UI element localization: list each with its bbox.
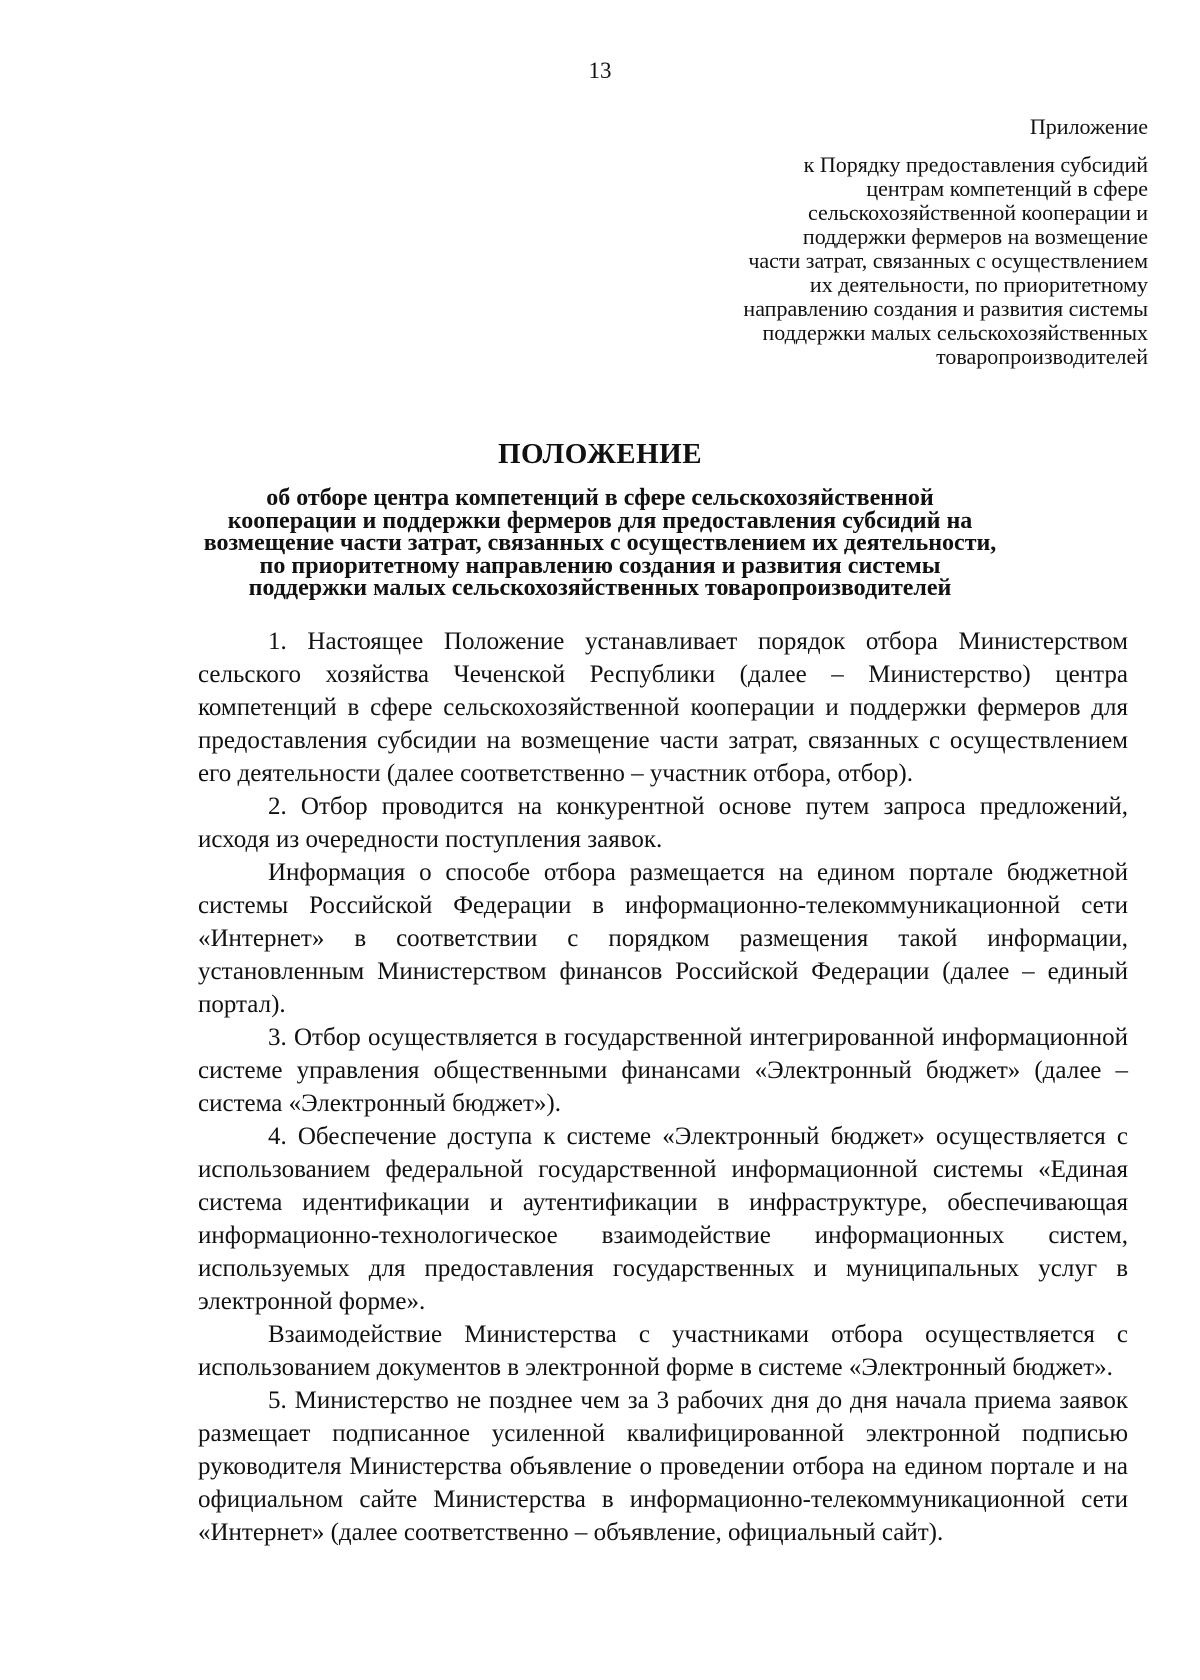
appendix-heading: Приложение — [1029, 114, 1148, 139]
document-subtitle — [150, 487, 1050, 600]
appendix-line: поддержки фермеров на возмещение — [802, 224, 1148, 249]
paragraph-2: 2. Отбор проводится на конкурентной основе путем запроса предложений, исходя из очередности поступления заявок. — [198, 793, 1128, 853]
subtitle-line: поддержки малых сельскохозяйственных товаропроизводителей — [248, 575, 952, 601]
subtitle-line: кооперации и поддержки фермеров для предоставления субсидий на — [227, 507, 973, 534]
document-body — [198, 625, 1128, 1549]
paragraph-5: 5. Министерство не позднее чем за 3 рабочих дня до дня начала приема заявок размещает подписанное усиленной квалифицированной электронной подписью руководителя Министерства объявление о проведении отбора на едином портале и на официальном сайте Министерства в информационно-телекоммуникационной сети «Интернет» (далее соответственно – объявление, официальный сайт). — [198, 1387, 1128, 1546]
paragraph-3: 3. Отбор осуществляется в государственной интегрированной информационной системе управления общественными финансами «Электронный бюджет» (далее – система «Электронный бюджет»). — [198, 1024, 1128, 1117]
subtitle-line: об отборе центра компетенций в сфере сельскохозяйственной — [266, 485, 934, 511]
appendix-line: направлению создания и развития системы — [743, 296, 1148, 321]
paragraph-4-interaction: Взаимодействие Министерства с участниками отбора осуществляется с использованием документов в электронной форме в системе «Электронный бюджет». — [198, 1321, 1128, 1381]
appendix-line: товаропроизводителей — [936, 344, 1148, 369]
appendix-line: части затрат, связанных с осуществлением — [748, 248, 1148, 273]
subtitle-line: возмещение части затрат, связанных с осуществлением их деятельности, — [203, 530, 997, 556]
appendix-line: сельскохозяйственной кооперации и — [807, 200, 1148, 225]
paragraph-1: 1. Настоящее Положение устанавливает порядок отбора Министерством сельского хозяйства Чеченской Республики (далее – Министерство) центра компетенций в сфере сельскохозяйственной кооперации и поддержки фермеров для предоставления субсидии на возмещение части затрат, связанных с осуществлением его деятельности (далее соответственно – участник отбора, отбор). — [198, 628, 1128, 787]
document-title: ПОЛОЖЕНИЕ — [497, 438, 703, 470]
paragraph-4: 4. Обеспечение доступа к системе «Электронный бюджет» осуществляется с использованием федеральной государственной информационной системы «Единая система идентификации и аутентификации в инфраструктуре, обеспечивающая информационно-технологическое взаимодействие информационных систем, используемых для предоставления государственных и муниципальных услуг в электронной форме». — [198, 1123, 1128, 1315]
appendix-block — [628, 115, 1148, 369]
appendix-line: к Порядку предоставления субсидий — [803, 152, 1148, 177]
appendix-line: центрам компетенций в сфере — [866, 176, 1148, 201]
subtitle-line: по приоритетному направлению создания и развития системы — [259, 552, 941, 579]
page-number: 13 — [588, 58, 612, 83]
paragraph-2-info: Информация о способе отбора размещается на едином портале бюджетной системы Российской Федерации в информационно-телекоммуникационной сети «Интернет» в соответствии с порядком размещения такой информации, установленным Министерством финансов Российской Федерации (далее – единый портал). — [198, 859, 1128, 1018]
appendix-line: их деятельности, по приоритетному — [809, 272, 1148, 297]
appendix-line: поддержки малых сельскохозяйственных — [762, 320, 1148, 345]
